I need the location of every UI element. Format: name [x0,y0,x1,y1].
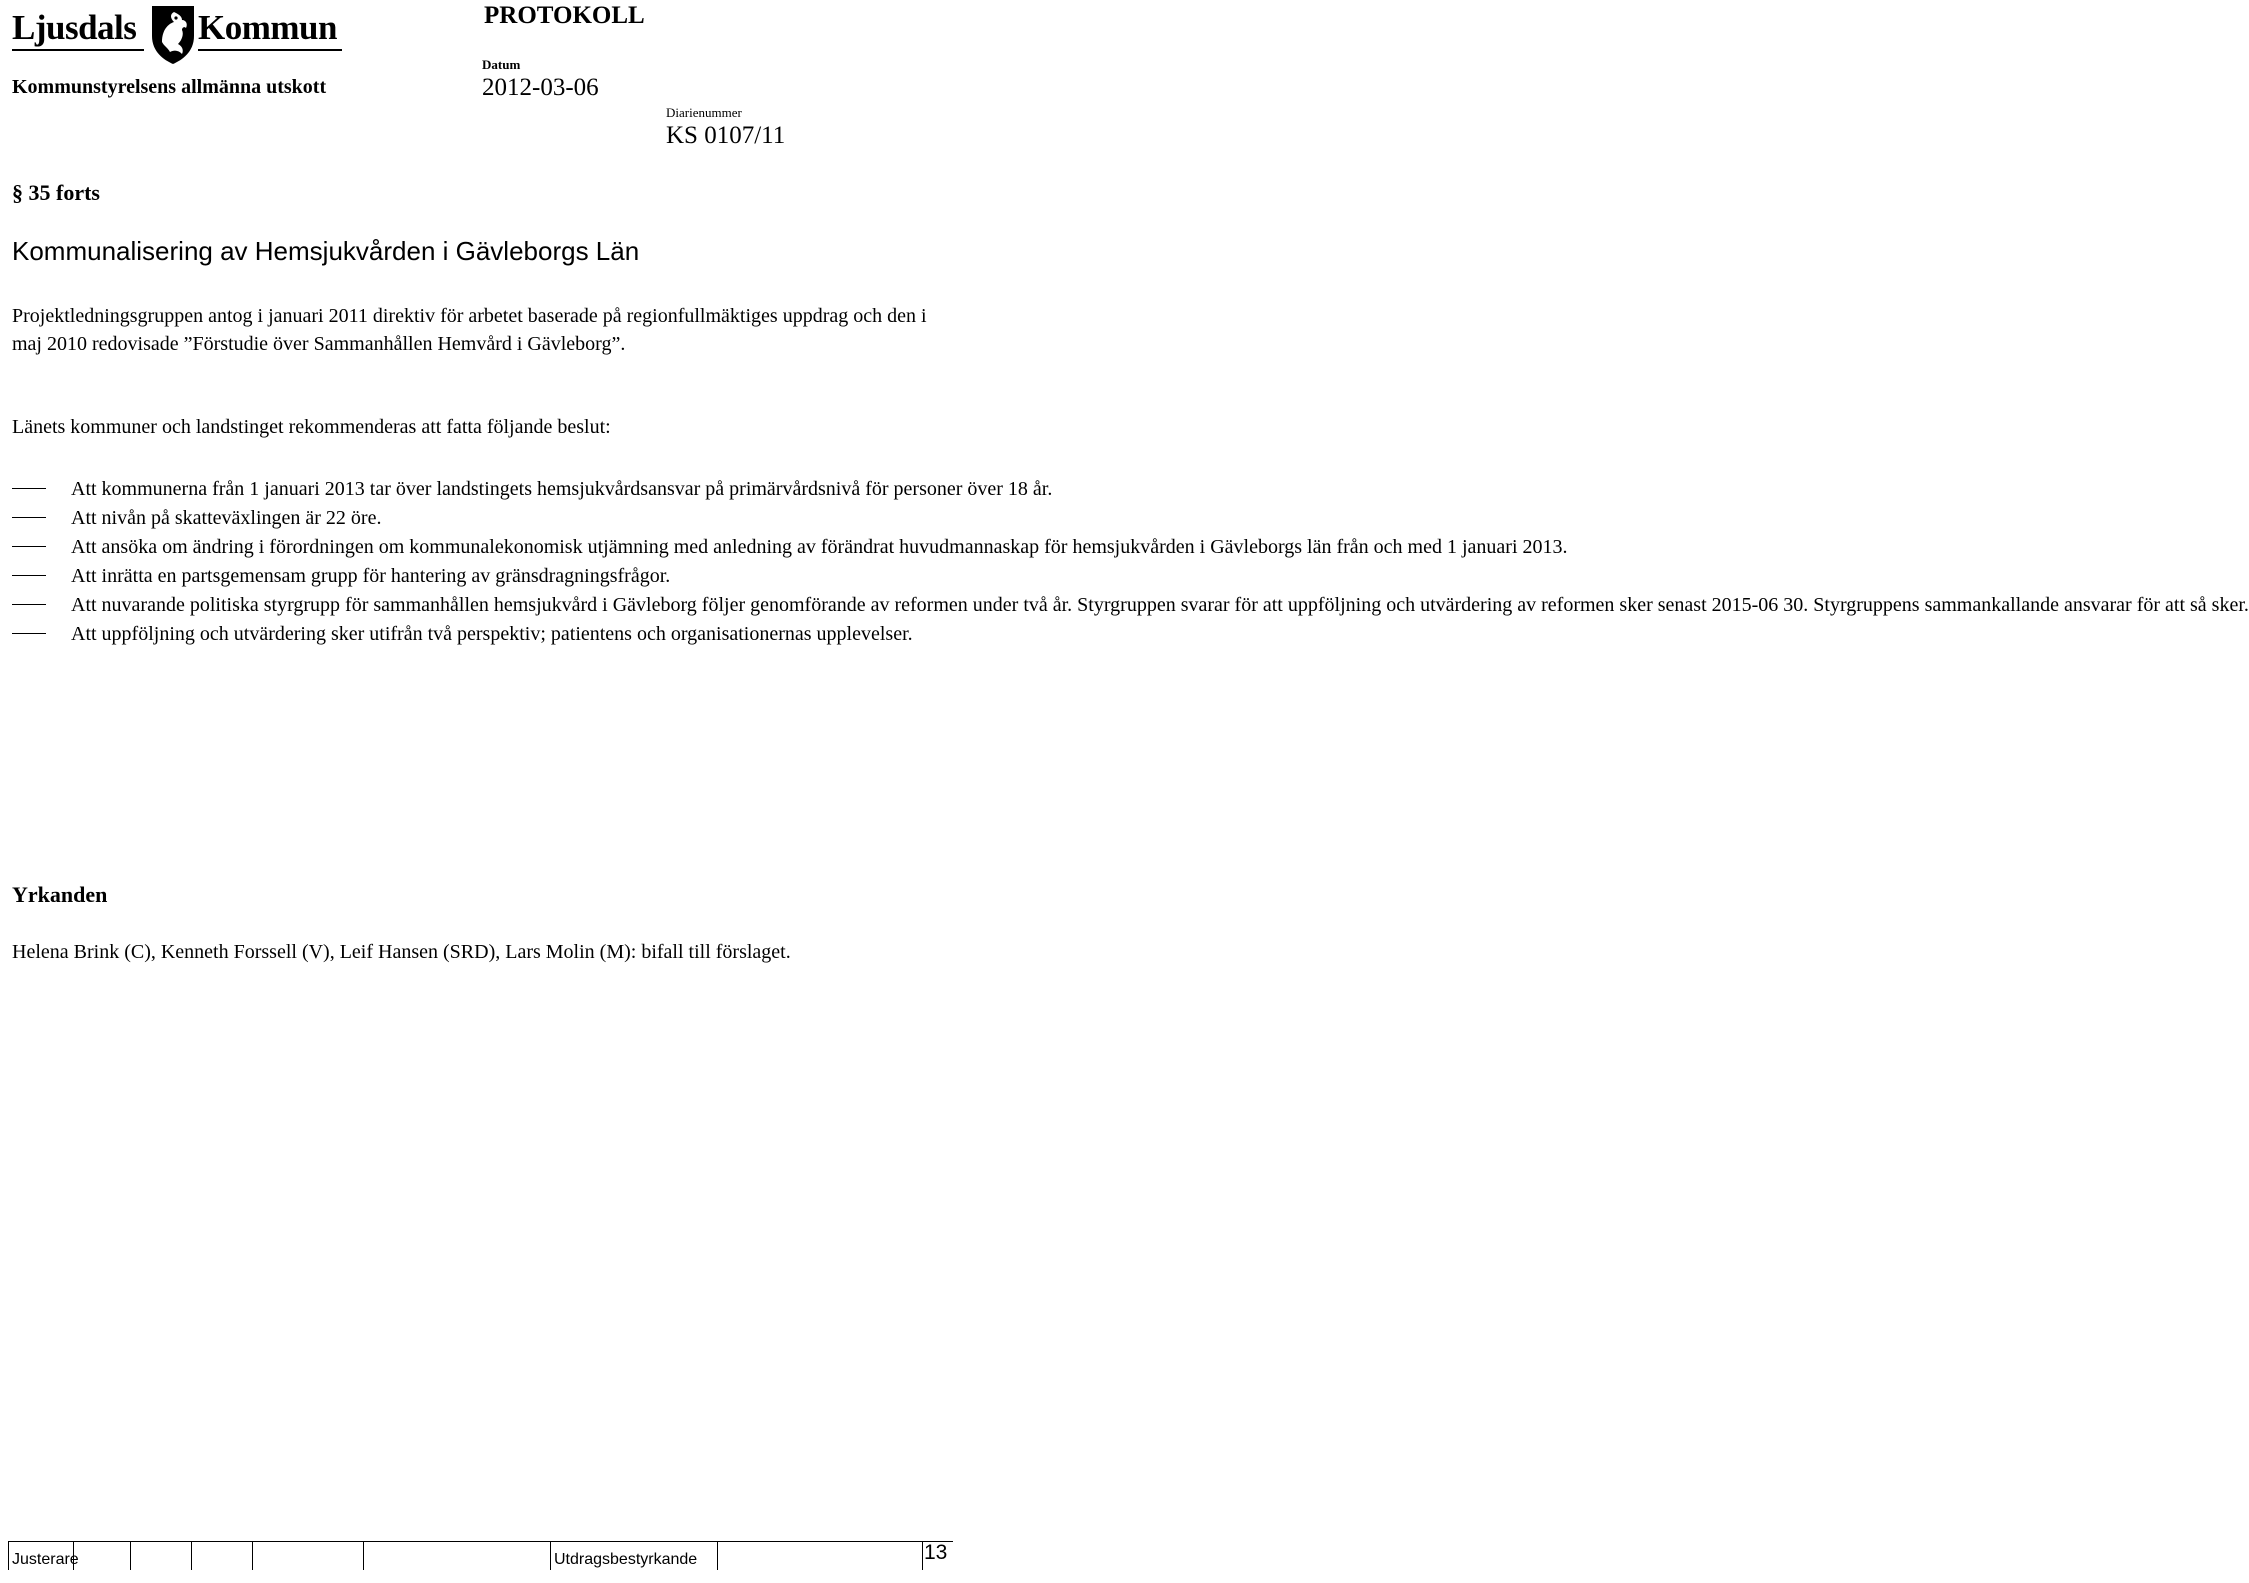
document-type: PROTOKOLL [484,2,645,29]
date-label: Datum [482,57,521,72]
section-title: Kommunalisering av Hemsjukvården i Gävleborgs Län [12,236,640,266]
justerare-sign-cell-4 [253,1542,364,1570]
dash-bullet [12,517,46,518]
logo-text-right: Kommun [198,8,337,47]
list-item: Att uppföljning och utvärdering sker utifrån två perspektiv; patientens och organisationernas upplevelser. [12,620,942,649]
paragraph-background: Projektledningsgruppen antog i januari 2011 direktiv för arbetet baserade på regionfullmäktiges uppdrag och den i maj 2010 redovisade ”Förstudie över Sammanhållen Hemvård i Gävleborg”. [12,305,927,355]
section-number: § 35 forts [12,180,100,205]
utdrag-sign-cell [718,1542,923,1570]
date-value: 2012-03-06 [482,74,599,101]
dash-bullet [12,604,46,605]
committee-name: Kommunstyrelsens allmänna utskott [12,76,327,98]
logo-text-left: Ljusdals [12,8,137,47]
dash-bullet [12,575,46,576]
yrkanden-heading: Yrkanden [12,882,108,907]
utdrag-cell: Utdragsbestyrkande [551,1542,718,1570]
list-item: Att kommunerna från 1 januari 2013 tar över landstingets hemsjukvårdsansvar på primärvårdsnivå för personer över 18 år. [12,475,942,504]
logo-underline-right [198,49,342,51]
justerare-sign-cell-5 [364,1542,551,1570]
dash-bullet [12,546,46,547]
dash-bullet [12,633,46,634]
list-item: Att ansöka om ändring i förordningen om kommunalekonomisk utjämning med anledning av förändrat huvudmannaskap för hemsjukvården i Gävleborgs län från och med 1 januari 2013. [12,533,942,562]
list-item: Att nivån på skatteväxlingen är 22 öre. [12,504,942,533]
signature-footer [8,1541,953,1570]
decision-list [12,475,2249,649]
list-item: Att nuvarande politiska styrgrupp för sammanhållen hemsjukvård i Gävleborg följer genomförande av reformen under två år. Styrgruppen svarar för att uppföljning och utvärdering av reformen sker senast 2015-06 30. Styrgruppens sammankallande ansvarar för att så sker. [12,591,942,620]
diary-number-value: KS 0107/11 [666,122,786,149]
list-item: Att inrätta en partsgemensam grupp för hantering av gränsdragningsfrågor. [12,562,942,591]
justerare-sign-cell-3 [192,1542,253,1570]
diary-number-label: Diarienummer [666,105,742,120]
justerare-cell: Justerare [9,1542,74,1570]
paragraph-motions: Helena Brink (C), Kenneth Forssell (V), Leif Hansen (SRD), Lars Molin (M): bifall till förslaget. [12,941,791,963]
justerare-sign-cell-1 [74,1542,131,1570]
municipality-logo [12,2,342,66]
page-number: 13 [924,1541,948,1564]
coat-of-arms-icon [148,2,198,66]
justerare-sign-cell-2 [131,1542,192,1570]
dash-bullet [12,488,46,489]
paragraph-recommendation: Länets kommuner och landstinget rekommenderas att fatta följande beslut: [12,416,611,438]
logo-underline-left [12,49,144,51]
